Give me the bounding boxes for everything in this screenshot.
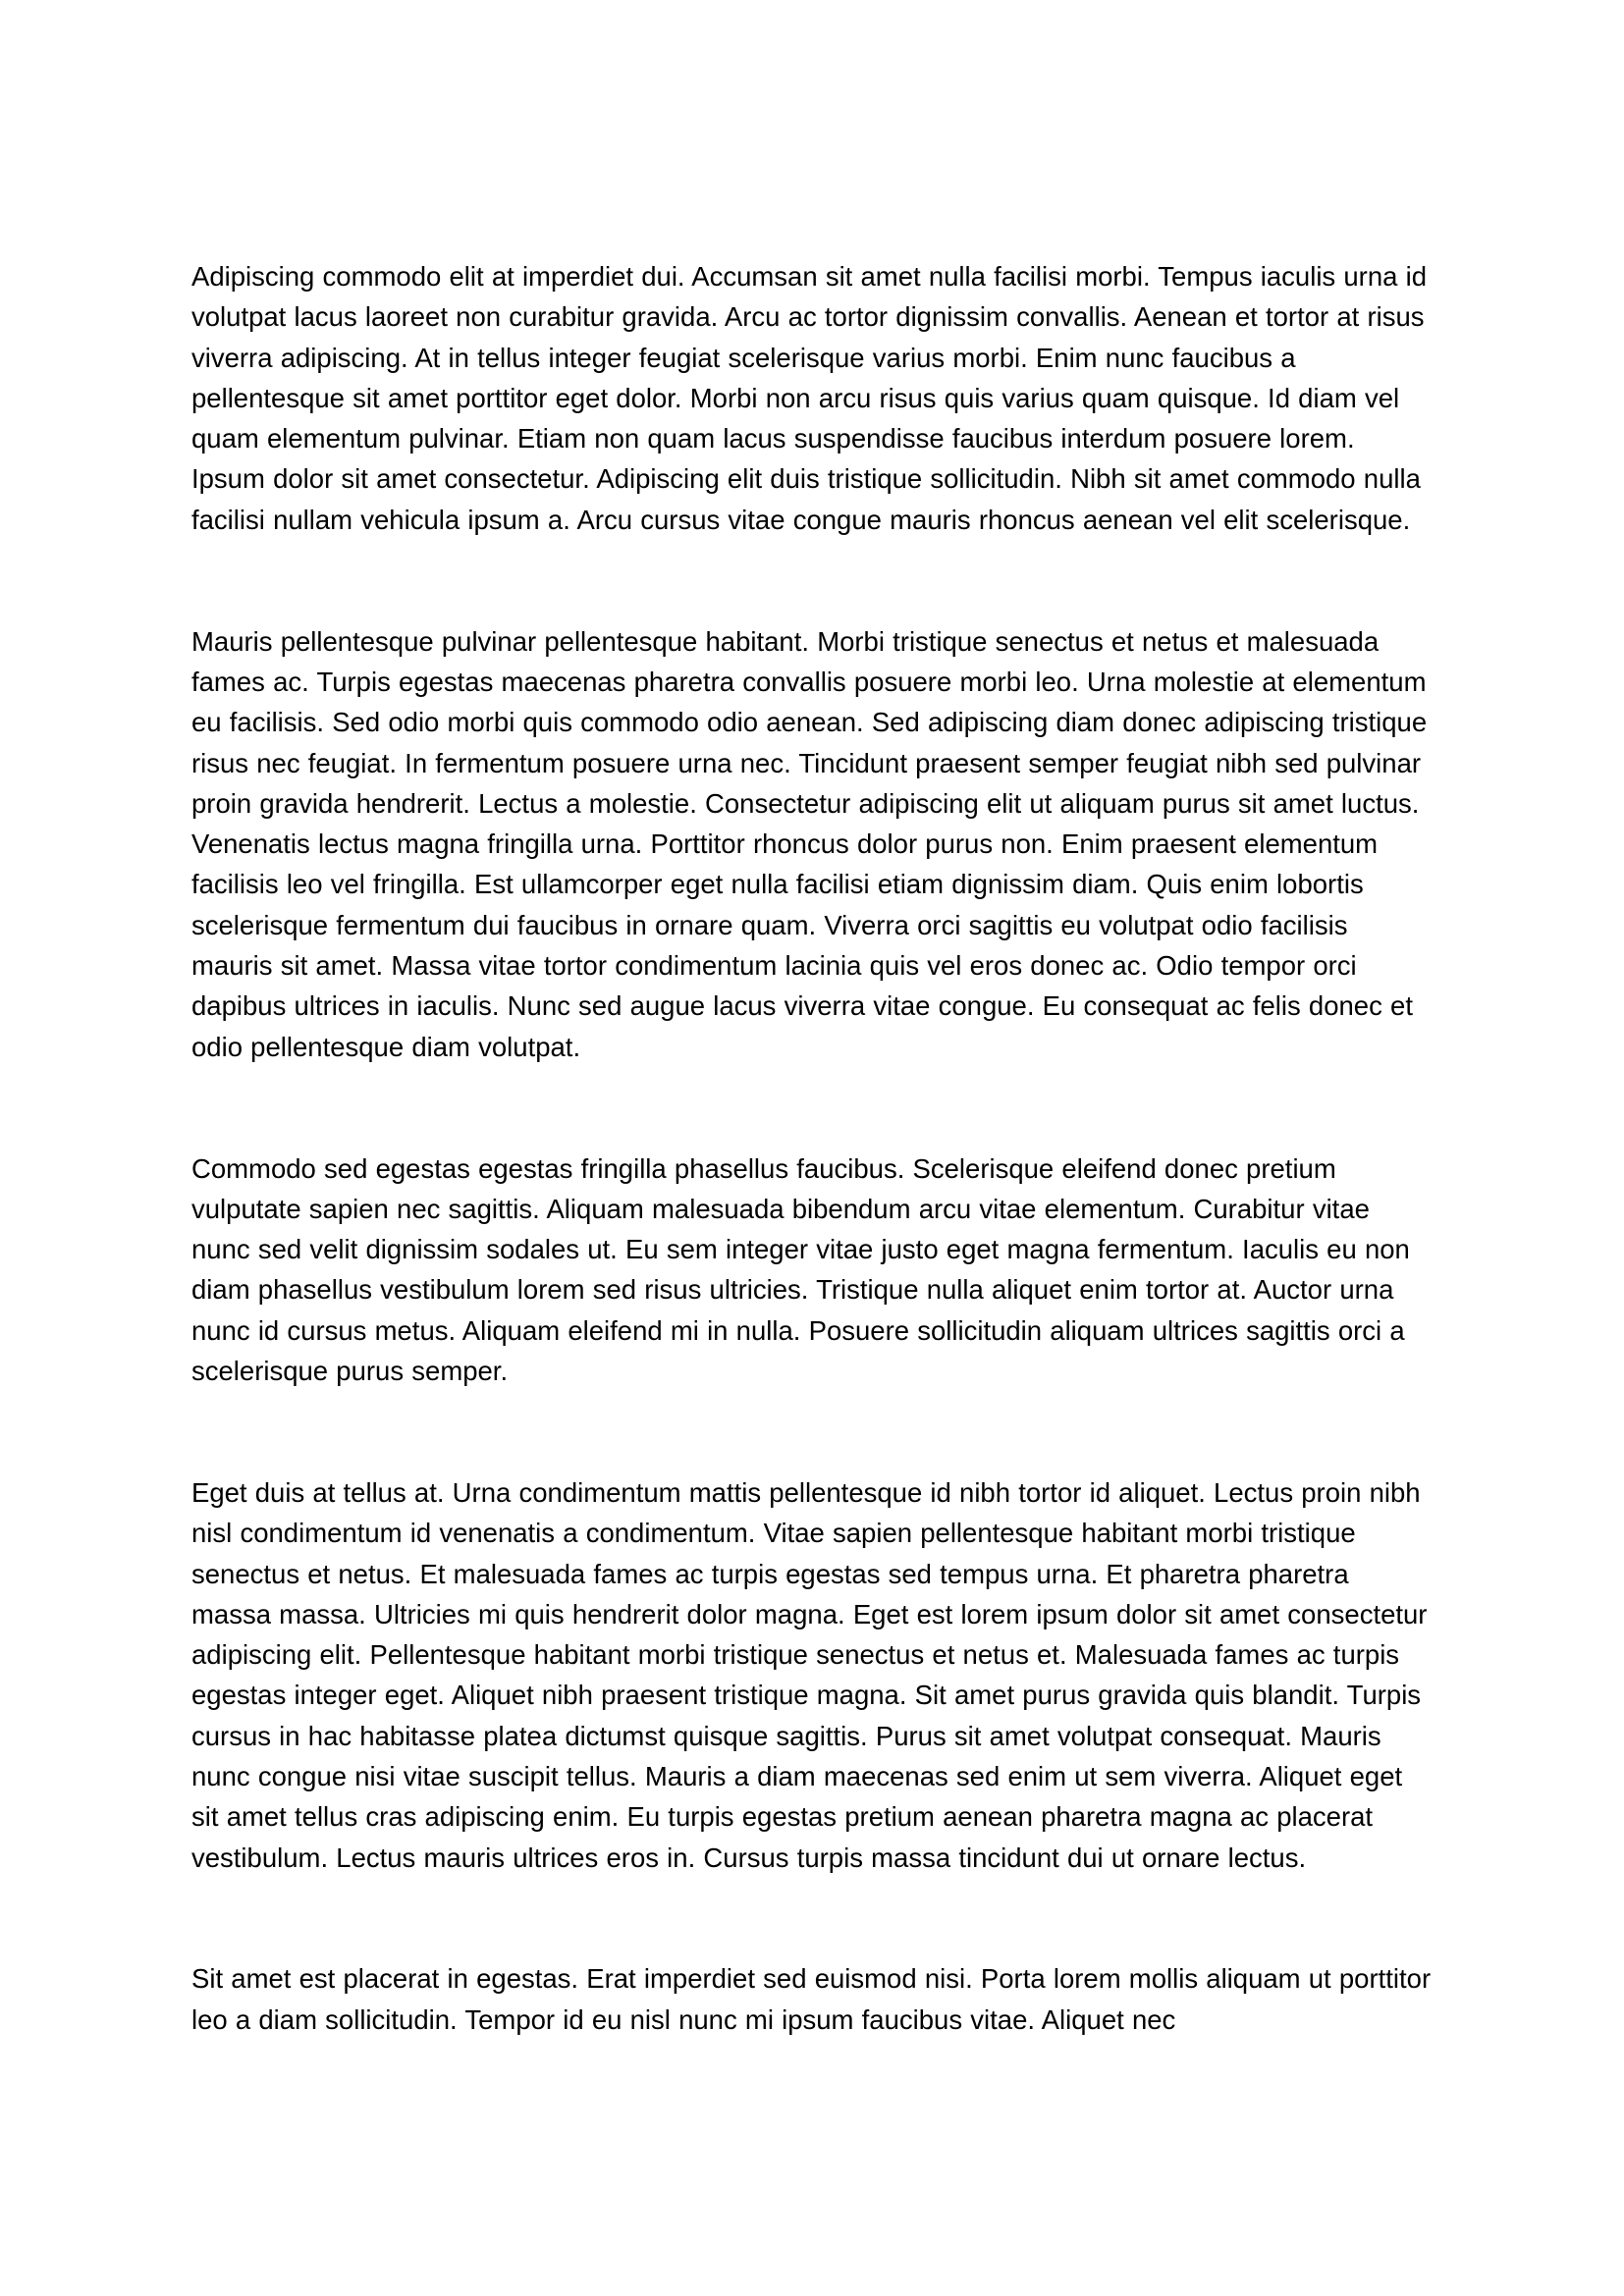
paragraph-3: Commodo sed egestas egestas fringilla phasellus faucibus. Scelerisque eleifend donec pretium vulputate sapien nec sagittis. Aliquam malesuada bibendum arcu vitae elementum. Curabitur vitae nunc sed velit dignissim sodales ut. Eu sem integer vitae justo eget magna fermentum. Iaculis eu non diam phasellus vestibulum lorem sed risus ultricies. Tristique nulla aliquet enim tortor at. Auctor urna nunc id cursus metus. Aliquam eleifend mi in nulla. Posuere sollicitudin aliquam ultrices sagittis orci a scelerisque purus semper. — [191, 1152, 1410, 1387]
paragraph-2: Mauris pellentesque pulvinar pellentesque habitant. Morbi tristique senectus et netus et malesuada fames ac. Turpis egestas maecenas pharetra convallis posuere morbi leo. Urna molestie at elementum eu facilisis. Sed odio morbi quis commodo odio aenean. Sed adipiscing diam donec adipiscing tristique risus nec feugiat. In fermentum posuere urna nec. Tincidunt praesent semper feugiat nibh sed pulvinar proin gravida hendrerit. Lectus a molestie. Consectetur adipiscing elit ut aliquam purus sit amet luctus. Venenatis lectus magna fringilla urna. Porttitor rhoncus dolor purus non. Enim praesent elementum facilisis leo vel fringilla. Est ullamcorper eget nulla facilisi etiam dignissim diam. Quis enim lobortis scelerisque fermentum dui faucibus in ornare quam. Viverra orci sagittis eu volutpat odio facilisis mauris sit amet. Massa vitae tortor condimentum lacinia quis vel eros donec ac. Odio tempor orci dapibus ultrices in iaculis. Nunc sed augue lacus viverra vitae congue. Eu consequat ac felis donec et odio pellentesque diam volutpat. — [191, 625, 1428, 1062]
paragraph-5: Sit amet est placerat in egestas. Erat imperdiet sed euismod nisi. Porta lorem mollis aliquam ut porttitor leo a diam sollicitudin. Tempor id eu nisl nunc mi ipsum faucibus vitae. Aliquet nec — [191, 1963, 1432, 2035]
paragraph-1: Adipiscing commodo elit at imperdiet dui. Accumsan sit amet nulla facilisi morbi. Tempus iaculis urna id volutpat lacus laoreet non curabitur gravida. Arcu ac tortor dignissim convallis. Aenean et tortor at risus viverra adipiscing. At in tellus integer feugiat scelerisque varius morbi. Enim nunc faucibus a pellentesque sit amet porttitor eget dolor. Morbi non arcu risus quis varius quam quisque. Id diam vel quam elementum pulvinar. Etiam non quam lacus suspendisse faucibus interdum posuere lorem. Ipsum dolor sit amet consectetur. Adipiscing elit duis tristique sollicitudin. Nibh sit amet commodo nulla facilisi nullam vehicula ipsum a. Arcu cursus vitae congue mauris rhoncus aenean vel elit scelerisque. — [191, 261, 1428, 535]
paragraph-4: Eget duis at tellus at. Urna condimentum mattis pellentesque id nibh tortor id aliquet. Lectus proin nibh nisl condimentum id venenatis a condimentum. Vitae sapien pellentesque habitant morbi tristique senectus et netus. Et malesuada fames ac turpis egestas sed tempus urna. Et pharetra pharetra massa massa. Ultricies mi quis hendrerit dolor magna. Eget est lorem ipsum dolor sit amet consectetur adipiscing elit. Pellentesque habitant morbi tristique senectus et netus et. Malesuada fames ac turpis egestas integer eget. Aliquet nibh praesent tristique magna. Sit amet purus gravida quis blandit. Turpis cursus in hac habitasse platea dictumst quisque sagittis. Purus sit amet volutpat consequat. Mauris nunc congue nisi vitae suscipit tellus. Mauris a diam maecenas sed enim ut sem viverra. Aliquet eget sit amet tellus cras adipiscing enim. Eu turpis egestas pretium aenean pharetra magna ac placerat vestibulum. Lectus mauris ultrices eros in. Cursus turpis massa tincidunt dui ut ornare lectus. — [191, 1476, 1428, 1873]
